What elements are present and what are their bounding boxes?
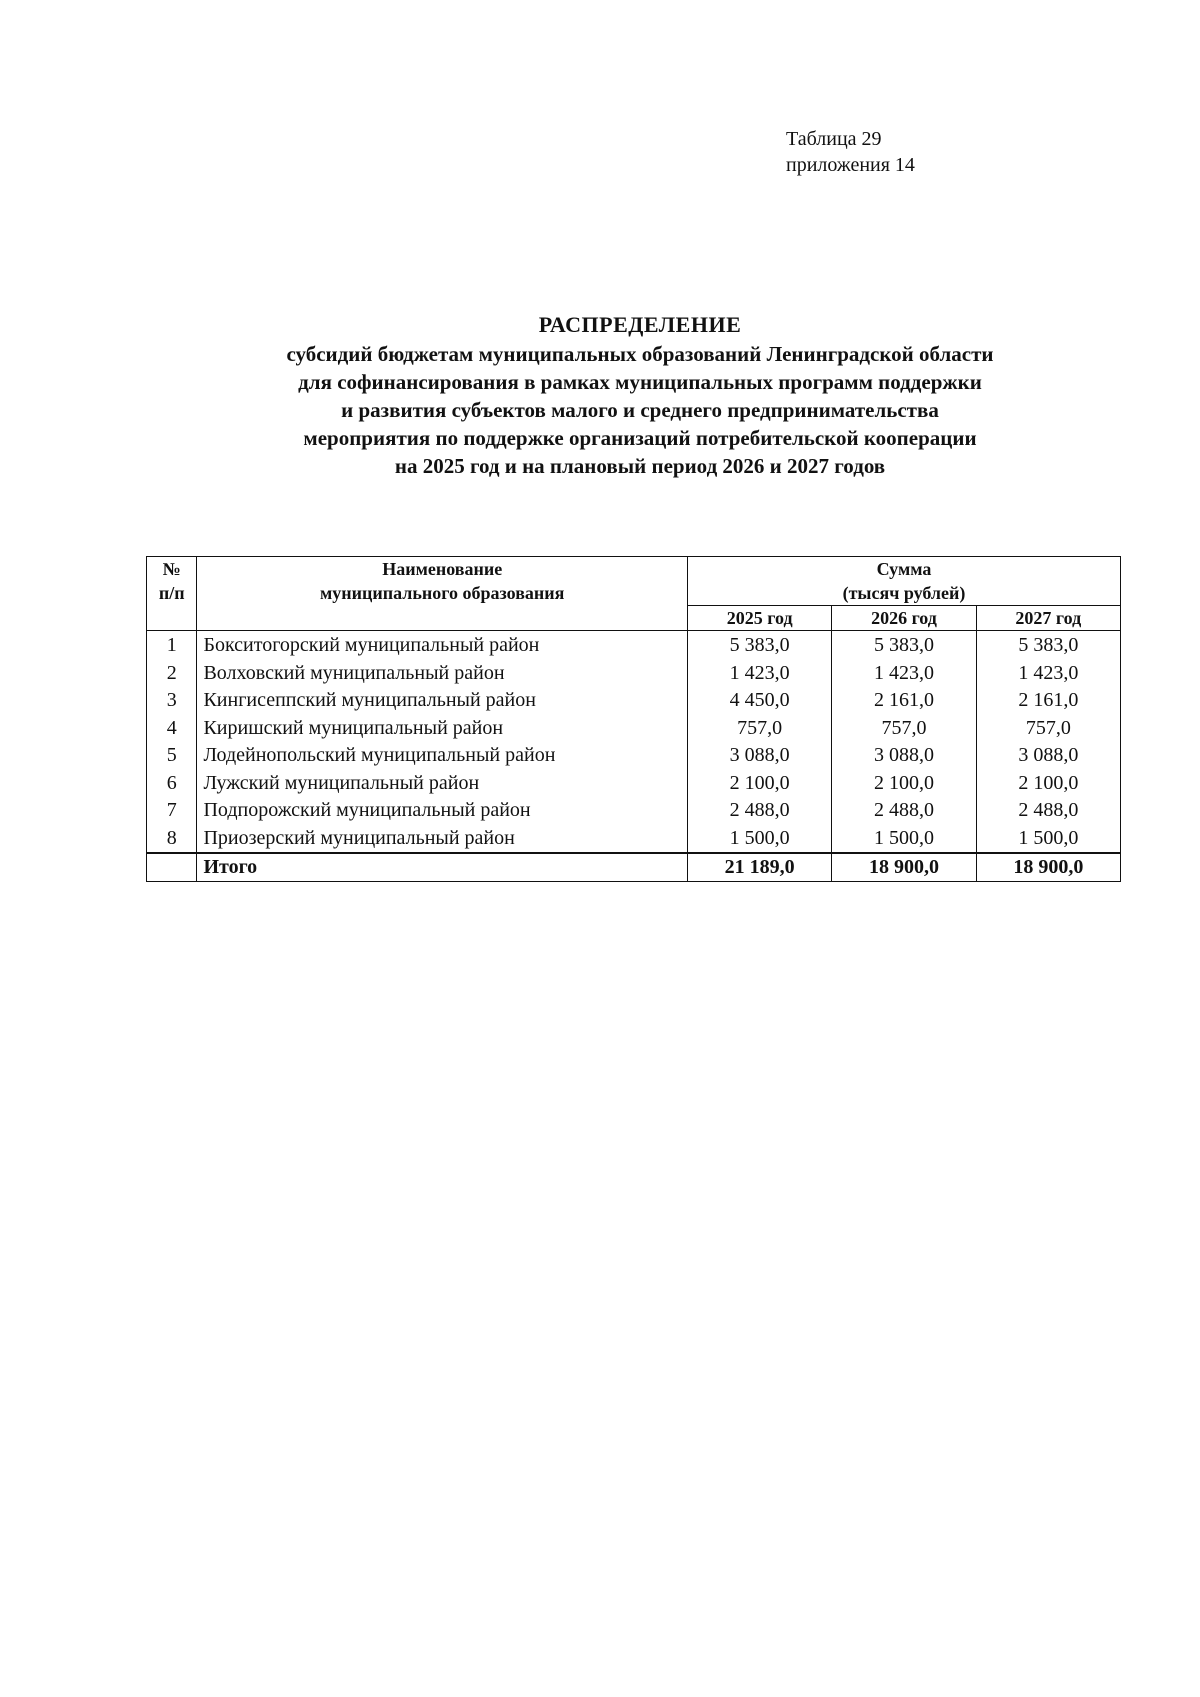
row-number: 3: [147, 687, 197, 715]
row-amount-2025: 757,0: [687, 715, 831, 743]
row-amount-2026: 757,0: [832, 715, 976, 743]
header-sum-unit: (тысяч рублей): [842, 583, 966, 603]
header-number-abbr: п/п: [158, 583, 185, 603]
row-amount-2025: 1 423,0: [687, 660, 831, 688]
row-amount-2026: 1 423,0: [832, 660, 976, 688]
row-amount-2027: 2 100,0: [976, 770, 1120, 798]
row-amount-2025: 4 450,0: [687, 687, 831, 715]
header-row: [147, 557, 1121, 606]
total-label: Итого: [197, 853, 688, 882]
title-heading: РАСПРЕДЕЛЕНИЕ: [538, 312, 742, 337]
reference-table-number: Таблица 29: [786, 128, 882, 150]
table-row: [147, 825, 1121, 854]
header-year-2026: 2026 год: [832, 606, 976, 631]
title-line: мероприятия по поддержке организаций потребительской кооперации: [303, 426, 977, 450]
row-amount-2027: 1 500,0: [976, 825, 1120, 854]
header-municipality: [197, 557, 688, 631]
row-municipality: Лужский муниципальный район: [197, 770, 688, 798]
row-municipality: Кингисеппский муниципальный район: [197, 687, 688, 715]
header-number-symbol: №: [162, 559, 181, 579]
row-amount-2026: 1 500,0: [832, 825, 976, 854]
row-municipality: Лодейнопольский муниципальный район: [197, 742, 688, 770]
row-number: 8: [147, 825, 197, 854]
table-row: [147, 797, 1121, 825]
row-amount-2027: 1 423,0: [976, 660, 1120, 688]
row-number: 7: [147, 797, 197, 825]
row-amount-2026: 2 488,0: [832, 797, 976, 825]
table-row: [147, 631, 1121, 660]
table-row: [147, 742, 1121, 770]
row-amount-2025: 5 383,0: [687, 631, 831, 660]
row-number: 1: [147, 631, 197, 660]
row-amount-2026: 2 161,0: [832, 687, 976, 715]
header-name-line2: муниципального образования: [320, 583, 565, 603]
header-sum-line1: Сумма: [876, 559, 932, 579]
table-row: [147, 687, 1121, 715]
row-amount-2027: 2 161,0: [976, 687, 1120, 715]
table-row: [147, 660, 1121, 688]
total-amount-2025: 21 189,0: [687, 853, 831, 882]
row-number: 5: [147, 742, 197, 770]
table-row: [147, 715, 1121, 743]
title-line: для софинансирования в рамках муниципальных программ поддержки: [298, 370, 982, 394]
row-municipality: Приозерский муниципальный район: [197, 825, 688, 854]
row-amount-2027: 757,0: [976, 715, 1120, 743]
row-municipality: Волховский муниципальный район: [197, 660, 688, 688]
title-line: на 2025 год и на плановый период 2026 и 2027 годов: [394, 454, 886, 478]
row-amount-2025: 1 500,0: [687, 825, 831, 854]
row-amount-2026: 5 383,0: [832, 631, 976, 660]
row-amount-2025: 3 088,0: [687, 742, 831, 770]
reference-appendix-number: приложения 14: [786, 154, 915, 176]
row-municipality: Киришский муниципальный район: [197, 715, 688, 743]
distribution-table: [146, 556, 1121, 882]
total-row: [147, 853, 1121, 882]
row-amount-2025: 2 488,0: [687, 797, 831, 825]
row-amount-2027: 2 488,0: [976, 797, 1120, 825]
row-municipality: Подпорожский муниципальный район: [197, 797, 688, 825]
table-reference: [786, 126, 915, 178]
header-sum: [687, 557, 1120, 606]
header-year-2025: 2025 год: [687, 606, 831, 631]
row-amount-2026: 2 100,0: [832, 770, 976, 798]
row-number: 4: [147, 715, 197, 743]
total-amount-2027: 18 900,0: [976, 853, 1120, 882]
total-number-empty: [147, 853, 197, 882]
header-year-2027: 2027 год: [976, 606, 1120, 631]
header-name-line1: Наименование: [382, 559, 503, 579]
title-line: субсидий бюджетам муниципальных образований Ленинградской области: [286, 342, 994, 366]
row-amount-2025: 2 100,0: [687, 770, 831, 798]
header-number: [147, 557, 197, 631]
row-amount-2027: 5 383,0: [976, 631, 1120, 660]
row-amount-2026: 3 088,0: [832, 742, 976, 770]
row-number: 6: [147, 770, 197, 798]
document-title: [160, 310, 1120, 480]
total-amount-2026: 18 900,0: [832, 853, 976, 882]
title-line: и развития субъектов малого и среднего предпринимательства: [341, 398, 939, 422]
table-row: [147, 770, 1121, 798]
row-amount-2027: 3 088,0: [976, 742, 1120, 770]
row-municipality: Бокситогорский муниципальный район: [197, 631, 688, 660]
row-number: 2: [147, 660, 197, 688]
